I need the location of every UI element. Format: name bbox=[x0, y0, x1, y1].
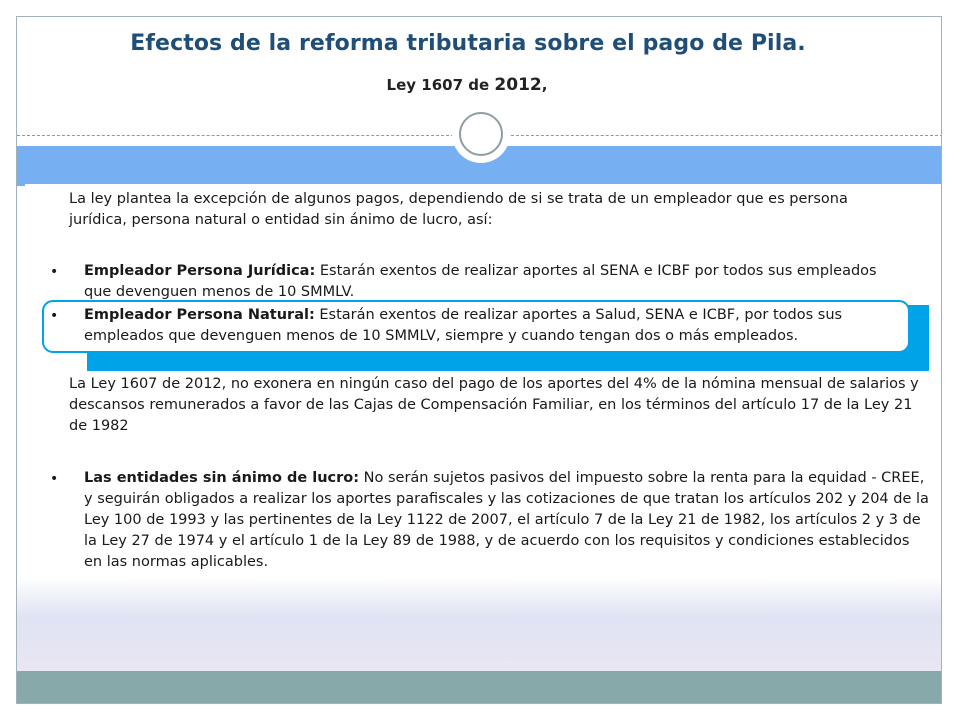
subtitle-trail: , bbox=[541, 76, 548, 94]
note-paragraph: La Ley 1607 de 2012, no exonera en ningún caso del pago de los aportes del 4% de la nómina mensual de salarios y descansos remunerados a favor de las Cajas de Compensación Familiar, en los términos del artículo 17 de la Ley 21 de 1982 bbox=[69, 376, 919, 434]
bullet-label: Empleador Persona Natural: bbox=[84, 307, 315, 323]
bullet-entidades-sin-animo bbox=[84, 468, 932, 573]
bullet-label: Empleador Persona Jurídica: bbox=[84, 263, 316, 279]
bullet-label: Las entidades sin ánimo de lucro: bbox=[84, 470, 360, 486]
bullet-dot-icon: • bbox=[50, 264, 59, 280]
slide-title: Efectos de la reforma tributaria sobre el pago de Pila. bbox=[130, 31, 806, 56]
bullet-text: No serán sujetos pasivos del impuesto sobre la renta para la equidad - CREE, y seguirán obligados a realizar los aportes parafiscales y las cotizaciones de que tratan los artículos 202 y 204 de la Ley 100 de 1993 y las pertinentes de la Ley 1122 de 2007, el artículo 7 de la Ley 21 de 1982, los artículos 2 y 3 de la Ley 27 de 1974 y el artículo 1 de la Ley 89 de 1988, y de acuerdo con los requisitos y condiciones establecidos en las normas aplicables. bbox=[84, 470, 929, 570]
bullet-text: Estarán exentos de realizar aportes a Salud, SENA e ICBF, por todos sus empleados que devenguen menos de 10 SMMLV, siempre y cuando tengan dos o más empleados. bbox=[84, 307, 843, 344]
subtitle-year: 2012 bbox=[494, 75, 542, 95]
bullet-persona-juridica bbox=[84, 261, 902, 303]
slide bbox=[16, 16, 942, 704]
subtitle-law: Ley 1607 de bbox=[386, 76, 490, 94]
bullet-dot-icon: • bbox=[50, 471, 59, 487]
intro-paragraph: La ley plantea la excepción de algunos pagos, dependiendo de si se trata de un empleador que es persona jurídica, persona natural o entidad sin ánimo de lucro, así: bbox=[69, 191, 848, 228]
bullet-text: Estarán exentos de realizar aportes al SENA e ICBF por todos sus empleados que devenguen menos de 10 SMMLV. bbox=[84, 263, 877, 300]
bullet-dot-icon: • bbox=[50, 308, 59, 324]
slide-subtitle bbox=[17, 75, 942, 95]
footer-bar bbox=[17, 671, 942, 704]
bullet-persona-natural bbox=[84, 305, 902, 347]
divider-circle-icon bbox=[459, 112, 503, 156]
